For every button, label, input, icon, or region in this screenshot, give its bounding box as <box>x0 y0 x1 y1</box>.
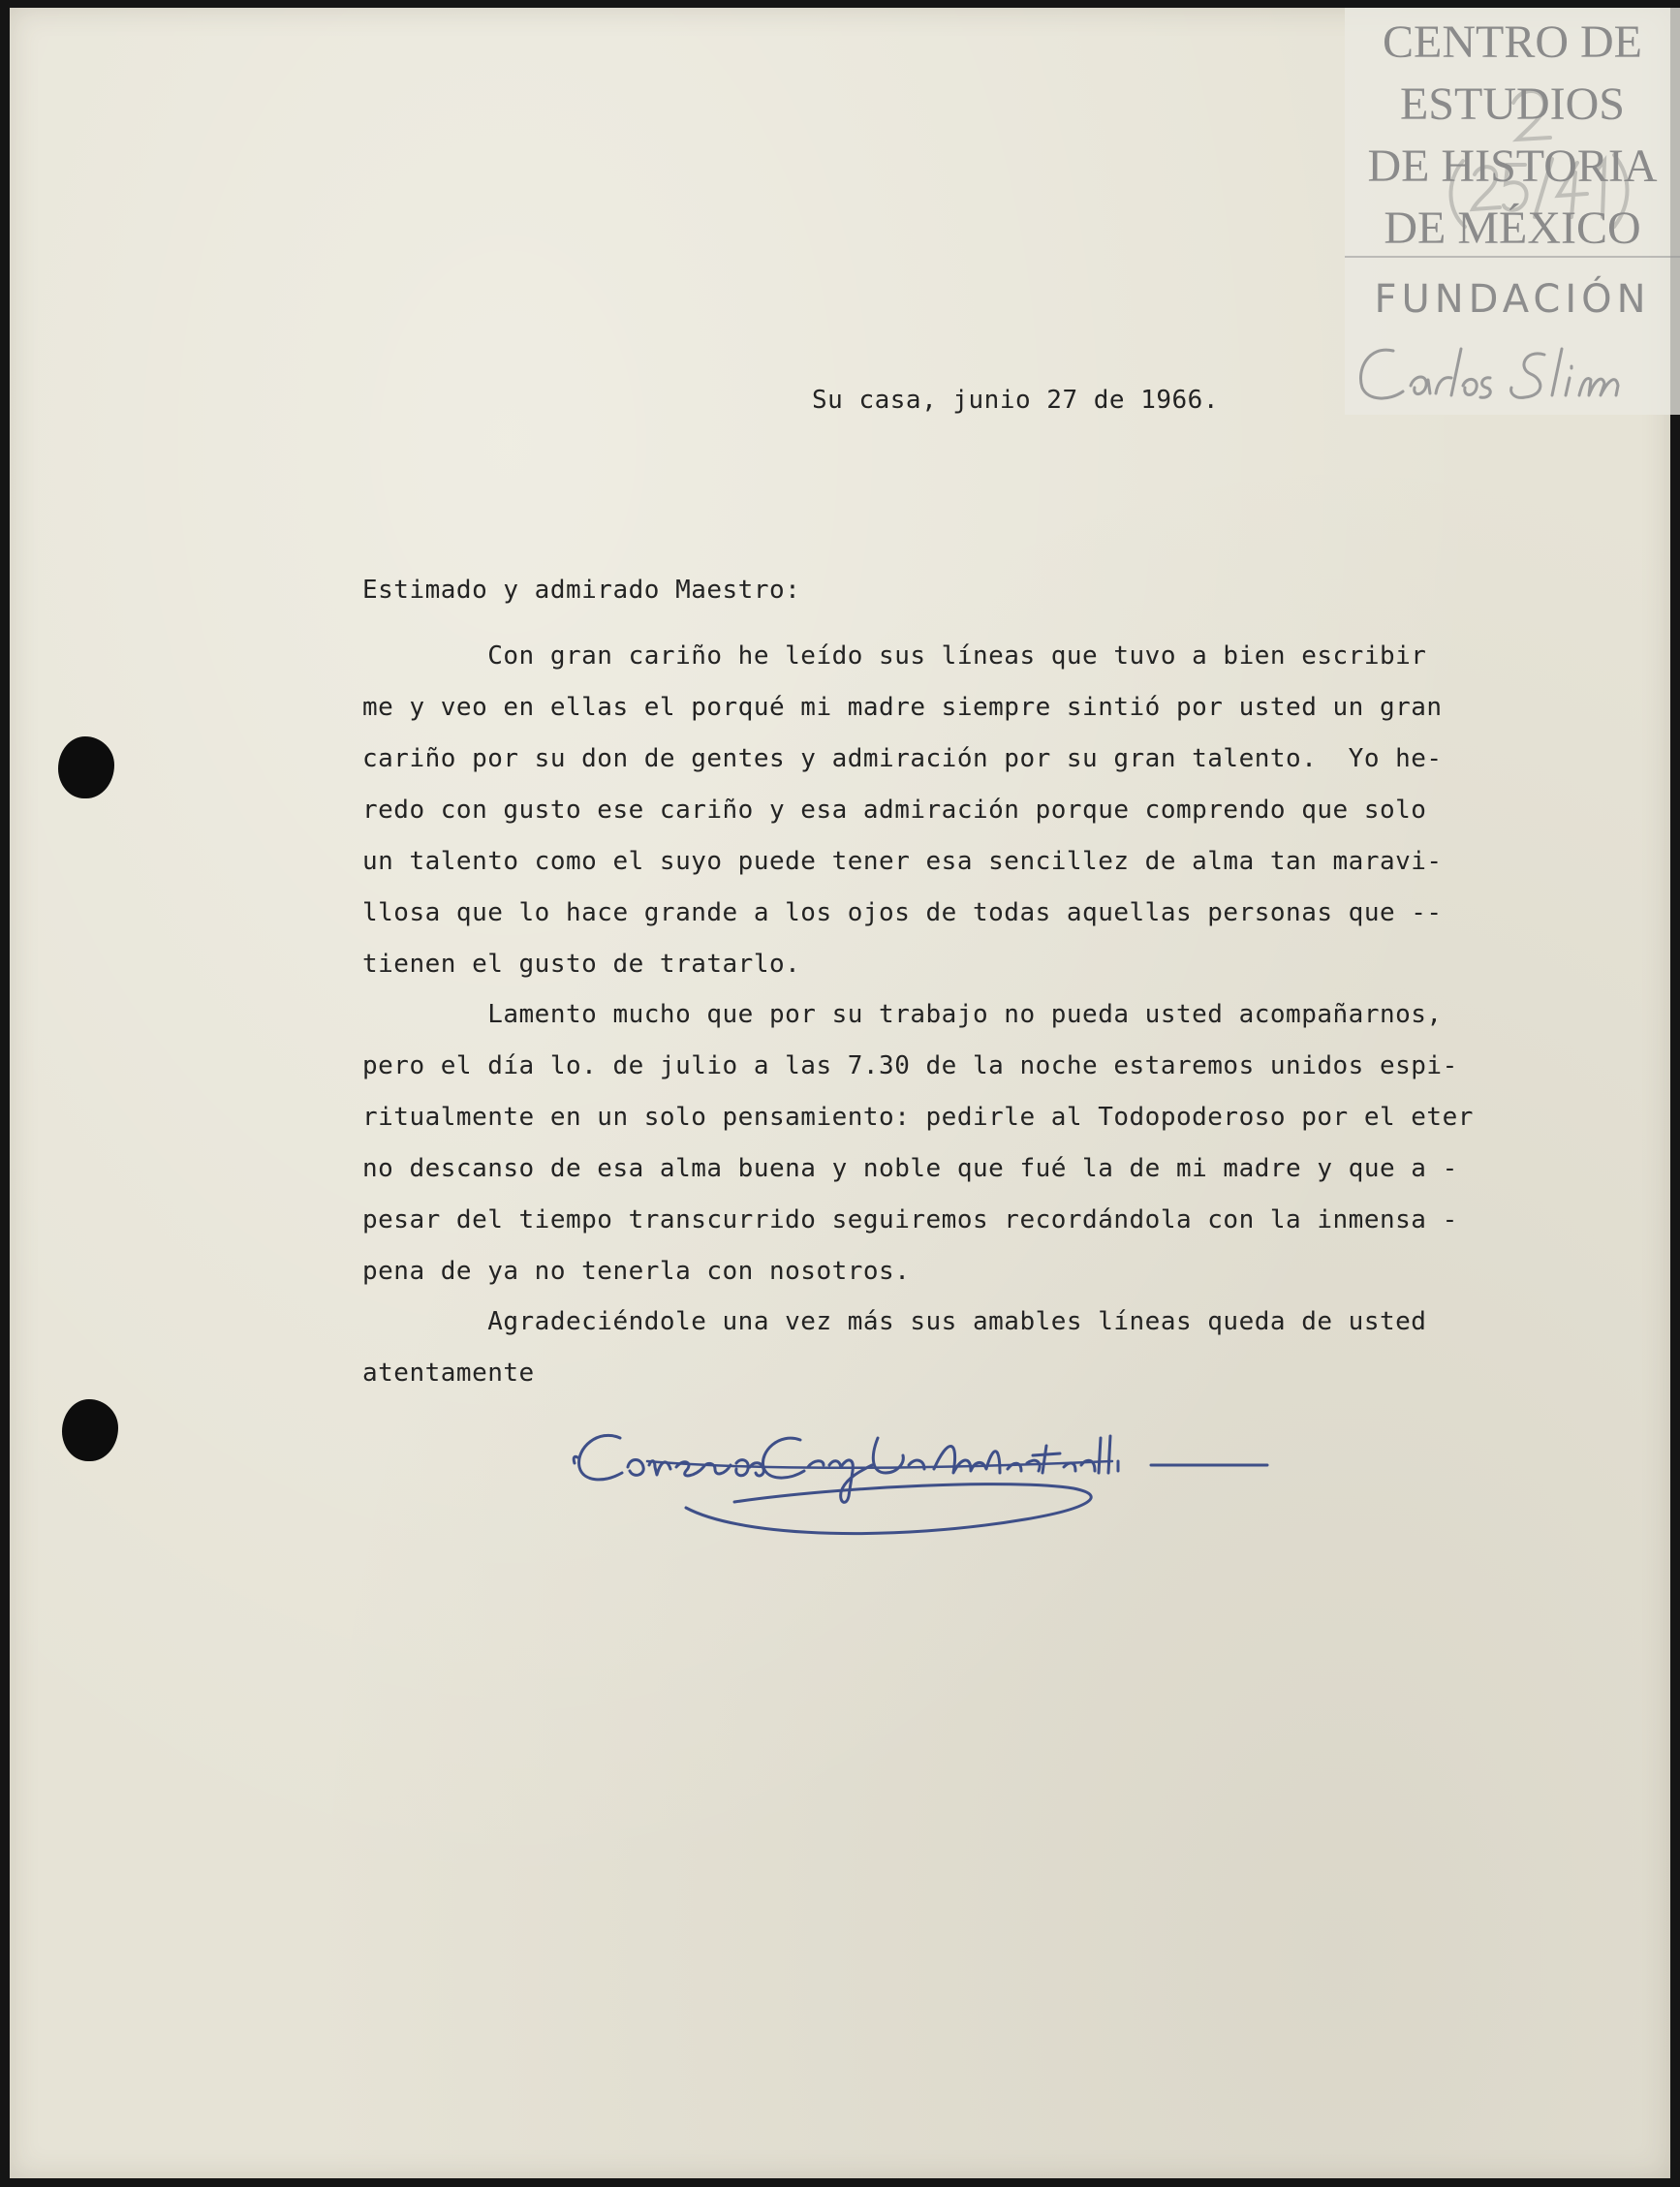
letter-date: Su casa, junio 27 de 1966. <box>812 386 1219 415</box>
archive-stamp-header <box>1345 8 1680 258</box>
body-line: atentamente <box>362 1359 535 1388</box>
body-line: redo con gusto ese cariño y esa admiración porque comprendo que solo <box>362 796 1427 825</box>
body-line: pesar del tiempo transcurrido seguiremos recordándola con la inmensa - <box>362 1205 1458 1234</box>
punch-hole-bottom <box>62 1399 118 1461</box>
letter-salutation: Estimado y admirado Maestro: <box>362 576 801 605</box>
body-line: un talento como el suyo puede tener esa sencillez de alma tan maravi- <box>362 847 1443 876</box>
stamp-line: CENTRO DE <box>1383 16 1642 68</box>
body-line: pero el día lo. de julio a las 7.30 de la noche estaremos unidos espi- <box>362 1051 1458 1080</box>
archive-stamp <box>1345 8 1680 415</box>
body-line: ritualmente en un solo pensamiento: pedirle al Todopoderoso por el eter <box>362 1103 1474 1132</box>
carlos-slim-signature-logo <box>1354 341 1674 414</box>
stamp-line: DE MÉXICO <box>1384 203 1641 254</box>
body-line: tienen el gusto de tratarlo. <box>362 950 801 979</box>
body-line: pena de ya no tenerla con nosotros. <box>362 1257 911 1286</box>
signature-mark <box>570 1419 1287 1564</box>
handwritten-signature <box>570 1419 1287 1569</box>
body-line: Con gran cariño he leído sus líneas que tuvo a bien escribir <box>362 641 1427 671</box>
body-line: me y veo en ellas el porqué mi madre siempre sintió por usted un gran <box>362 693 1443 722</box>
body-line: no descanso de esa alma buena y noble que fué la de mi madre y que a - <box>362 1154 1458 1183</box>
signature-logo-mark <box>1354 341 1674 409</box>
body-line: Lamento mucho que por su trabajo no pueda usted acompañarnos, <box>362 1000 1443 1029</box>
stamp-line: ESTUDIOS <box>1399 78 1625 130</box>
body-line: Agradeciéndole una vez más sus amables líneas queda de usted <box>362 1307 1427 1336</box>
stamp-foundation: FUNDACIÓN <box>1374 277 1651 322</box>
body-line: llosa que lo hace grande a los ojos de todas aquellas personas que -- <box>362 898 1443 927</box>
body-line: cariño por su don de gentes y admiración por su gran talento. Yo he- <box>362 744 1443 773</box>
punch-hole-top <box>58 736 114 798</box>
stamp-line: DE HISTORIA <box>1367 141 1658 192</box>
